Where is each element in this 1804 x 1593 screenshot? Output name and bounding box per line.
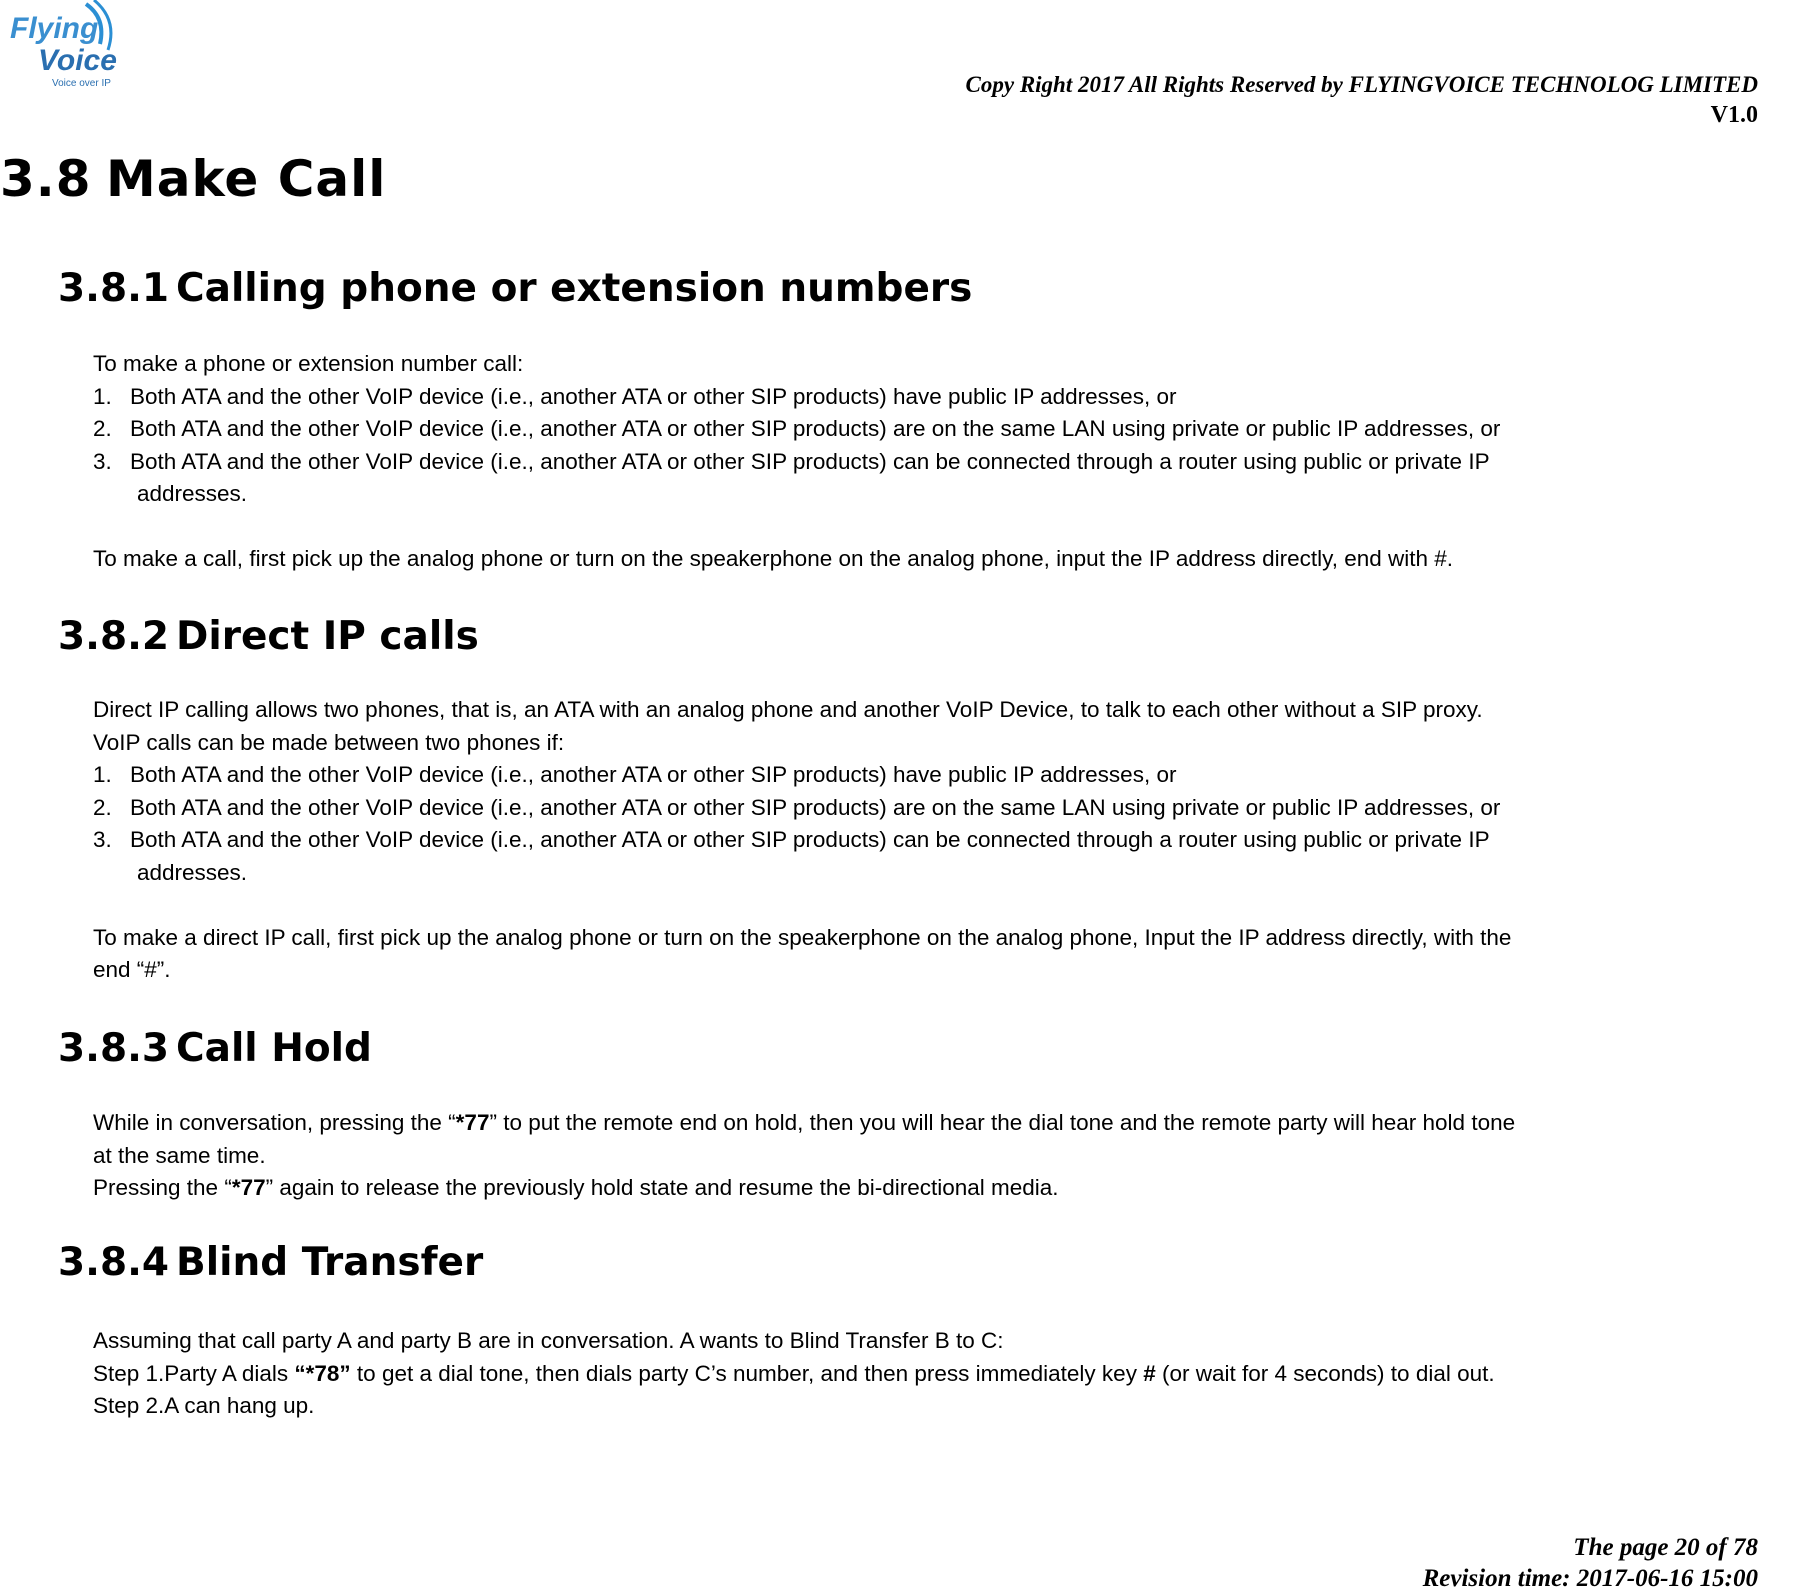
list-item-continuation: addresses.	[137, 481, 248, 506]
logo-line2: Voice	[38, 44, 117, 77]
paragraph: Assuming that call party A and party B are in conversation. A wants to Blind Transfer B to C:	[93, 1328, 1004, 1353]
subsection-heading-3-8-1	[58, 266, 972, 311]
version-label: V1.0	[1710, 102, 1758, 128]
paragraph: To make a direct IP call, first pick up the analog phone or turn on the speakerphone on the analog phone, Input the IP address directly, with the	[93, 924, 1512, 950]
list-item: 1. Both ATA and the other VoIP device (i.e., another ATA or other SIP products) have public IP addresses, or	[93, 383, 1177, 409]
subsection-heading-3-8-3	[58, 1026, 372, 1071]
logo-tagline: Voice over IP	[52, 78, 111, 89]
subsection-title: Blind Transfer	[176, 1240, 484, 1285]
paragraph: To make a call, first pick up the analog phone or turn on the speakerphone on the analog phone, input the IP address directly, end with #.	[93, 546, 1454, 571]
revision-time: Revision time: 2017-06-16 15:00	[1422, 1565, 1758, 1592]
calling-numbers-body	[93, 348, 1500, 576]
subsection-number: 3.8.4	[58, 1240, 170, 1285]
subsection-heading-3-8-4	[58, 1240, 483, 1285]
subsection-title: Direct IP calls	[176, 614, 479, 659]
section-number: 3.8	[0, 150, 92, 208]
list-item: 2. Both ATA and the other VoIP device (i.e., another ATA or other SIP products) are on the same LAN using private or public IP addresses, or	[93, 416, 1501, 441]
paragraph: VoIP calls can be made between two phones if:	[93, 729, 565, 755]
subsection-number: 3.8.2	[58, 614, 170, 659]
flyingvoice-logo	[8, 0, 120, 96]
subsection-title: Calling phone or extension numbers	[176, 266, 973, 311]
paragraph: To make a phone or extension number call:	[93, 351, 524, 376]
paragraph: While in conversation, pressing the “*77” to put the remote end on hold, then you will hear the dial tone and the remote party will hear hold tone	[93, 1110, 1516, 1135]
paragraph: end “#”.	[93, 957, 171, 982]
logo-line1: Flying	[10, 12, 99, 45]
subsection-number: 3.8.1	[58, 266, 170, 311]
section-heading	[0, 150, 386, 208]
list-item-continuation: addresses.	[137, 859, 248, 885]
paragraph: Step 1.Party A dials “*78” to get a dial tone, then dials party C’s number, and then press immediately key # (or wait for 4 seconds) to dial out.	[93, 1360, 1495, 1386]
subsection-number: 3.8.3	[58, 1026, 170, 1071]
paragraph: Direct IP calling allows two phones, that is, an ATA with an analog phone and another VoIP Device, to talk to each other without a SIP proxy.	[93, 697, 1483, 722]
direct-ip-body	[93, 694, 1511, 987]
copyright-header: Copy Right 2017 All Rights Reserved by FLYINGVOICE TECHNOLOG LIMITED	[965, 72, 1758, 97]
paragraph: at the same time.	[93, 1142, 266, 1168]
key-label: #	[1143, 1360, 1156, 1386]
subsection-title: Call Hold	[176, 1026, 372, 1071]
paragraph: Step 2.A can hang up.	[93, 1393, 315, 1418]
paragraph: Pressing the “*77” again to release the previously hold state and resume the bi-directional media.	[93, 1175, 1059, 1200]
feature-code: *77	[231, 1175, 266, 1200]
feature-code: *77	[455, 1110, 490, 1135]
feature-code: “*78”	[294, 1360, 351, 1386]
section-title: Make Call	[106, 150, 387, 208]
subsection-heading-3-8-2	[58, 614, 479, 659]
list-item: 2. Both ATA and the other VoIP device (i.e., another ATA or other SIP products) are on the same LAN using private or public IP addresses, or	[93, 794, 1501, 820]
list-item: 3. Both ATA and the other VoIP device (i.e., another ATA or other SIP products) can be connected through a router using public or private IP	[93, 448, 1490, 474]
blind-transfer-body	[93, 1325, 1495, 1423]
list-item: 1. Both ATA and the other VoIP device (i.e., another ATA or other SIP products) have public IP addresses, or	[93, 762, 1177, 787]
list-item: 3. Both ATA and the other VoIP device (i.e., another ATA or other SIP products) can be connected through a router using public or private IP	[93, 827, 1490, 852]
page-number: The page 20 of 78	[1573, 1534, 1758, 1561]
call-hold-body	[93, 1107, 1515, 1205]
